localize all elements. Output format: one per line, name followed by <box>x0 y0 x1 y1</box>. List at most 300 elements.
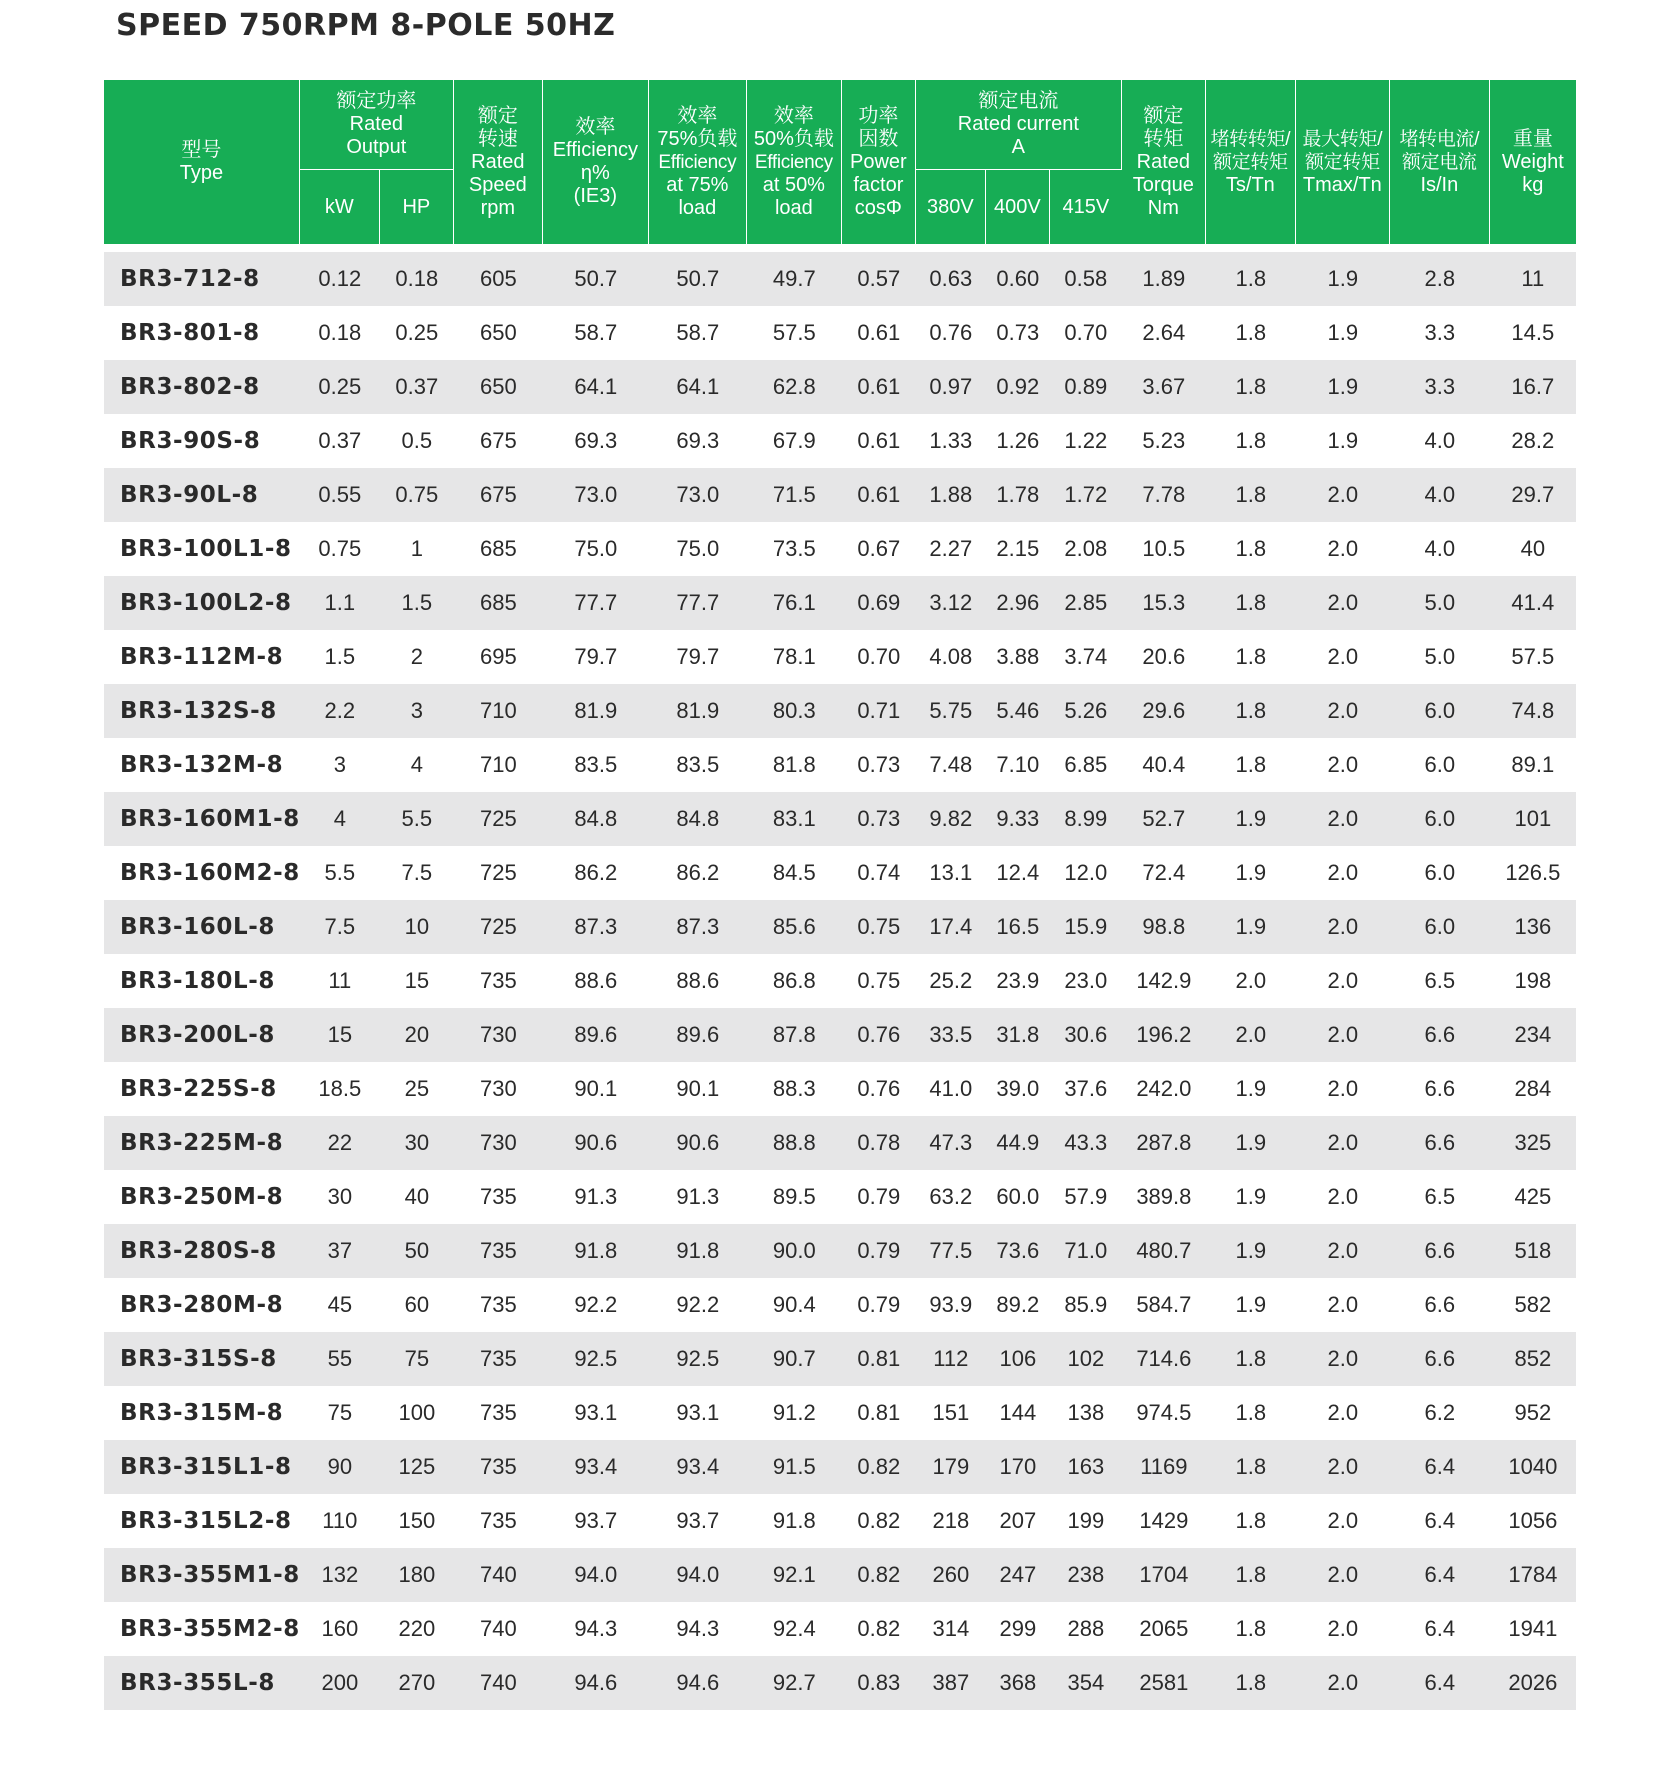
cell-output-hp: 3 <box>380 684 454 738</box>
cell-power-factor: 0.82 <box>857 1616 901 1641</box>
header-rated-speed: 额定 转速 Rated Speed rpm <box>454 80 543 244</box>
cell-tmax-tn: 2.0 <box>1296 684 1390 738</box>
cell-current-400v: 1.78 <box>986 468 1050 522</box>
table-row <box>104 630 1576 684</box>
cell-current-415v: 288 <box>1067 1616 1105 1641</box>
cell-output-kw: 0.12 <box>300 252 380 306</box>
cell-efficiency-75: 75.0 <box>676 536 720 561</box>
cell-ts-tn: 1.9 <box>1206 900 1296 954</box>
cell-rated-torque: 1169 <box>1122 1440 1206 1494</box>
cell-rated-speed: 675 <box>454 468 543 522</box>
cell-efficiency: 86.2 <box>574 860 618 885</box>
cell-power-factor: 0.61 <box>857 320 901 345</box>
cell-is-in: 3.3 <box>1424 320 1456 345</box>
cell-output-kw: 75 <box>327 1400 353 1425</box>
cell-power-factor: 0.78 <box>842 1116 916 1170</box>
header-spacer <box>104 244 1576 252</box>
cell-ts-tn: 1.8 <box>1235 428 1267 453</box>
cell-output-hp: 7.5 <box>401 860 433 885</box>
cell-efficiency-50: 92.4 <box>772 1616 816 1641</box>
cell-model: BR3-280M-8 <box>120 1292 284 1318</box>
cell-current-400v: 0.60 <box>986 252 1050 306</box>
cell-model: BR3-90S-8 <box>120 428 261 454</box>
cell-power-factor: 0.61 <box>857 428 901 453</box>
cell-efficiency: 94.0 <box>543 1548 649 1602</box>
cell-current-415v: 102 <box>1050 1332 1122 1386</box>
header-weight: 重量 Weight kg <box>1490 80 1576 244</box>
cell-output-hp: 150 <box>398 1508 436 1533</box>
cell-model: BR3-160L-8 <box>104 900 300 954</box>
cell-current-415v: 71.0 <box>1050 1224 1122 1278</box>
cell-model: BR3-712-8 <box>104 252 300 306</box>
cell-current-415v: 6.85 <box>1064 752 1108 777</box>
cell-rated-speed: 710 <box>454 684 543 738</box>
cell-current-380v: 13.1 <box>929 860 973 885</box>
cell-output-kw: 2.2 <box>300 684 380 738</box>
cell-rated-speed: 735 <box>479 1400 517 1425</box>
cell-is-in: 6.4 <box>1390 1548 1490 1602</box>
cell-efficiency: 77.7 <box>543 576 649 630</box>
table-row <box>104 954 1576 1008</box>
cell-weight: 101 <box>1490 792 1576 846</box>
cell-rated-torque: 29.6 <box>1122 684 1206 738</box>
table-row <box>104 1494 1576 1548</box>
cell-current-415v: 1.22 <box>1064 428 1108 453</box>
cell-current-380v: 0.76 <box>929 320 973 345</box>
header-rated-torque: 额定 转矩 Rated Torque Nm <box>1122 80 1206 244</box>
cell-is-in: 5.0 <box>1424 644 1456 669</box>
cell-ts-tn: 1.8 <box>1206 576 1296 630</box>
cell-efficiency-50: 91.2 <box>772 1400 816 1425</box>
cell-current-380v: 33.5 <box>916 1008 986 1062</box>
cell-weight: 40 <box>1520 536 1546 561</box>
cell-efficiency: 88.6 <box>574 968 618 993</box>
cell-rated-speed: 735 <box>479 1508 517 1533</box>
cell-current-380v: 314 <box>932 1616 970 1641</box>
cell-current-400v: 207 <box>999 1508 1037 1533</box>
cell-current-415v: 199 <box>1067 1508 1105 1533</box>
cell-weight: 518 <box>1490 1224 1576 1278</box>
cell-weight: 28.2 <box>1511 428 1555 453</box>
cell-efficiency-50: 78.1 <box>772 644 816 669</box>
table-row <box>104 792 1576 846</box>
cell-rated-speed: 740 <box>454 1656 543 1710</box>
cell-weight: 425 <box>1514 1184 1552 1209</box>
cell-weight: 57.5 <box>1511 644 1555 669</box>
cell-weight: 1941 <box>1508 1616 1558 1641</box>
cell-efficiency-50: 85.6 <box>747 900 842 954</box>
spacer-cell <box>104 244 1576 252</box>
cell-is-in: 6.2 <box>1424 1400 1456 1425</box>
cell-power-factor: 0.79 <box>842 1224 916 1278</box>
cell-efficiency-50: 90.4 <box>772 1292 816 1317</box>
cell-tmax-tn: 1.9 <box>1296 252 1390 306</box>
cell-efficiency: 58.7 <box>574 320 618 345</box>
cell-efficiency-75: 69.3 <box>676 428 720 453</box>
cell-output-kw: 90 <box>300 1440 380 1494</box>
cell-is-in: 6.0 <box>1424 860 1456 885</box>
cell-current-380v: 9.82 <box>916 792 986 846</box>
cell-tmax-tn: 2.0 <box>1296 1224 1390 1278</box>
cell-rated-speed: 735 <box>454 1224 543 1278</box>
cell-output-hp: 270 <box>380 1656 454 1710</box>
cell-efficiency-75: 90.6 <box>649 1116 747 1170</box>
cell-rated-torque: 2581 <box>1122 1656 1206 1710</box>
cell-efficiency: 75.0 <box>574 536 618 561</box>
cell-efficiency: 50.7 <box>543 252 649 306</box>
cell-current-415v: 5.26 <box>1050 684 1122 738</box>
table-row <box>104 1602 1576 1656</box>
cell-current-380v: 151 <box>932 1400 970 1425</box>
cell-efficiency-75: 94.6 <box>649 1656 747 1710</box>
cell-rated-speed: 735 <box>479 1184 517 1209</box>
cell-output-kw: 15 <box>300 1008 380 1062</box>
cell-efficiency-50: 80.3 <box>747 684 842 738</box>
cell-current-400v: 39.0 <box>996 1076 1040 1101</box>
cell-weight: 234 <box>1490 1008 1576 1062</box>
cell-ts-tn: 1.9 <box>1235 860 1267 885</box>
cell-model: BR3-132S-8 <box>104 684 300 738</box>
cell-tmax-tn: 2.0 <box>1327 1076 1359 1101</box>
cell-efficiency: 73.0 <box>543 468 649 522</box>
cell-output-kw: 0.37 <box>318 428 362 453</box>
cell-model: BR3-90L-8 <box>104 468 300 522</box>
cell-tmax-tn: 2.0 <box>1296 1656 1390 1710</box>
cell-current-415v: 23.0 <box>1064 968 1108 993</box>
cell-current-400v: 0.73 <box>996 320 1040 345</box>
cell-current-380v: 112 <box>916 1332 986 1386</box>
cell-power-factor: 0.71 <box>842 684 916 738</box>
cell-efficiency-75: 91.3 <box>676 1184 720 1209</box>
cell-efficiency: 89.6 <box>543 1008 649 1062</box>
cell-current-415v: 2.08 <box>1064 536 1108 561</box>
cell-ts-tn: 1.8 <box>1235 644 1267 669</box>
cell-rated-torque: 1.89 <box>1122 252 1206 306</box>
header-rated-current: 额定电流 Rated current A <box>916 80 1122 170</box>
cell-output-kw: 5.5 <box>324 860 356 885</box>
cell-rated-torque: 7.78 <box>1122 468 1206 522</box>
cell-ts-tn: 1.8 <box>1235 752 1267 777</box>
cell-efficiency: 91.8 <box>543 1224 649 1278</box>
cell-current-380v: 63.2 <box>929 1184 973 1209</box>
cell-tmax-tn: 2.0 <box>1296 900 1390 954</box>
cell-efficiency: 93.1 <box>574 1400 618 1425</box>
cell-is-in: 6.4 <box>1424 1616 1456 1641</box>
cell-rated-torque: 389.8 <box>1136 1184 1192 1209</box>
cell-ts-tn: 1.8 <box>1206 1548 1296 1602</box>
cell-efficiency-75: 58.7 <box>676 320 720 345</box>
cell-tmax-tn: 2.0 <box>1327 1400 1359 1425</box>
cell-is-in: 6.5 <box>1424 968 1456 993</box>
cell-efficiency-75: 64.1 <box>649 360 747 414</box>
cell-current-400v: 170 <box>986 1440 1050 1494</box>
cell-current-400v: 89.2 <box>996 1292 1040 1317</box>
cell-efficiency: 87.3 <box>543 900 649 954</box>
cell-efficiency-50: 92.1 <box>747 1548 842 1602</box>
header-415v: 415V <box>1050 170 1122 244</box>
cell-efficiency-50: 49.7 <box>747 252 842 306</box>
cell-power-factor: 0.61 <box>842 468 916 522</box>
cell-output-hp: 0.18 <box>380 252 454 306</box>
cell-current-380v: 387 <box>916 1656 986 1710</box>
cell-weight: 89.1 <box>1511 752 1555 777</box>
cell-ts-tn: 1.9 <box>1235 1292 1267 1317</box>
cell-output-kw: 11 <box>328 968 352 993</box>
table-row <box>104 1008 1576 1062</box>
cell-output-hp: 2 <box>410 644 423 669</box>
cell-current-415v: 0.89 <box>1050 360 1122 414</box>
cell-current-380v: 1.33 <box>929 428 973 453</box>
table-row <box>104 900 1576 954</box>
cell-current-380v: 218 <box>932 1508 970 1533</box>
cell-tmax-tn: 1.9 <box>1296 360 1390 414</box>
cell-rated-torque: 20.6 <box>1142 644 1186 669</box>
cell-power-factor: 0.70 <box>857 644 901 669</box>
cell-rated-speed: 730 <box>454 1116 543 1170</box>
cell-current-380v: 7.48 <box>929 752 973 777</box>
cell-current-400v: 106 <box>986 1332 1050 1386</box>
cell-is-in: 6.6 <box>1424 1076 1456 1101</box>
cell-power-factor: 0.67 <box>857 536 901 561</box>
cell-rated-speed: 735 <box>454 1332 543 1386</box>
cell-efficiency-75: 86.2 <box>676 860 720 885</box>
header-type: 型号 Type <box>104 80 300 244</box>
cell-current-380v: 260 <box>916 1548 986 1602</box>
cell-efficiency-75: 94.0 <box>649 1548 747 1602</box>
cell-model: BR3-225M-8 <box>104 1116 300 1170</box>
header-efficiency-75: 效率 75%负载 Efficiency at 75% load <box>649 80 747 244</box>
cell-model: BR3-801-8 <box>120 320 260 346</box>
cell-current-400v: 23.9 <box>996 968 1040 993</box>
cell-power-factor: 0.82 <box>842 1440 916 1494</box>
cell-power-factor: 0.82 <box>857 1508 901 1533</box>
cell-output-kw: 45 <box>327 1292 353 1317</box>
cell-power-factor: 0.83 <box>842 1656 916 1710</box>
cell-output-kw: 0.25 <box>300 360 380 414</box>
cell-output-hp: 60 <box>404 1292 430 1317</box>
cell-current-415v: 12.0 <box>1064 860 1108 885</box>
cell-rated-torque: 1704 <box>1122 1548 1206 1602</box>
table-row <box>104 1386 1576 1440</box>
cell-current-400v: 368 <box>986 1656 1050 1710</box>
cell-efficiency-75: 92.2 <box>676 1292 720 1317</box>
cell-model: BR3-160M2-8 <box>120 860 300 886</box>
cell-output-kw: 132 <box>300 1548 380 1602</box>
cell-efficiency-50: 73.5 <box>772 536 816 561</box>
cell-tmax-tn: 2.0 <box>1327 536 1359 561</box>
table-row <box>104 1116 1576 1170</box>
header-efficiency: 效率 Efficiency η% (IE3) <box>543 80 649 244</box>
cell-rated-speed: 605 <box>454 252 543 306</box>
cell-current-380v: 25.2 <box>929 968 973 993</box>
cell-efficiency-75: 81.9 <box>649 684 747 738</box>
table-row <box>104 522 1576 576</box>
cell-current-415v: 15.9 <box>1050 900 1122 954</box>
page-title: SPEED 750RPM 8-POLE 50HZ <box>116 8 616 43</box>
cell-model: BR3-802-8 <box>104 360 300 414</box>
cell-model: BR3-180L-8 <box>120 968 276 994</box>
cell-efficiency-75: 90.1 <box>676 1076 720 1101</box>
cell-model: BR3-280S-8 <box>104 1224 300 1278</box>
cell-weight: 41.4 <box>1490 576 1576 630</box>
table-row <box>104 684 1576 738</box>
cell-power-factor: 0.75 <box>857 968 901 993</box>
cell-current-415v: 1.72 <box>1050 468 1122 522</box>
cell-rated-torque: 242.0 <box>1136 1076 1192 1101</box>
cell-model: BR3-315L1-8 <box>104 1440 300 1494</box>
cell-ts-tn: 1.9 <box>1235 1184 1267 1209</box>
cell-tmax-tn: 2.0 <box>1327 752 1359 777</box>
header-ts-tn: 堵转转矩/ 额定转矩 Ts/Tn <box>1206 80 1296 244</box>
cell-output-hp: 25 <box>404 1076 430 1101</box>
cell-efficiency-75: 92.5 <box>649 1332 747 1386</box>
cell-efficiency-50: 89.5 <box>772 1184 816 1209</box>
cell-efficiency-50: 91.8 <box>772 1508 816 1533</box>
cell-ts-tn: 2.0 <box>1206 1008 1296 1062</box>
cell-output-hp: 15 <box>404 968 430 993</box>
table-row <box>104 1548 1576 1602</box>
cell-model: BR3-100L1-8 <box>120 536 292 562</box>
cell-current-400v: 44.9 <box>986 1116 1050 1170</box>
cell-output-kw: 110 <box>322 1508 358 1533</box>
cell-is-in: 3.3 <box>1390 360 1490 414</box>
cell-tmax-tn: 2.0 <box>1296 1548 1390 1602</box>
cell-efficiency: 93.4 <box>543 1440 649 1494</box>
cell-current-415v: 57.9 <box>1064 1184 1108 1209</box>
cell-current-380v: 3.12 <box>916 576 986 630</box>
cell-current-400v: 144 <box>999 1400 1037 1425</box>
cell-current-400v: 60.0 <box>996 1184 1040 1209</box>
motor-spec-table <box>104 80 1576 1710</box>
cell-is-in: 6.0 <box>1424 752 1456 777</box>
cell-rated-speed: 740 <box>454 1548 543 1602</box>
cell-model: BR3-355M1-8 <box>104 1548 300 1602</box>
cell-is-in: 6.4 <box>1424 1508 1456 1533</box>
cell-output-kw: 4 <box>300 792 380 846</box>
cell-efficiency: 83.5 <box>574 752 618 777</box>
cell-output-kw: 0.75 <box>318 536 362 561</box>
cell-power-factor: 0.79 <box>857 1184 901 1209</box>
cell-rated-torque: 5.23 <box>1142 428 1186 453</box>
cell-output-kw: 0.18 <box>318 320 362 345</box>
cell-output-hp: 20 <box>380 1008 454 1062</box>
cell-efficiency: 81.9 <box>543 684 649 738</box>
cell-efficiency: 69.3 <box>574 428 618 453</box>
cell-model: BR3-112M-8 <box>120 644 284 670</box>
cell-output-hp: 180 <box>380 1548 454 1602</box>
table-row <box>104 306 1576 360</box>
cell-tmax-tn: 2.0 <box>1296 1116 1390 1170</box>
cell-weight: 852 <box>1490 1332 1576 1386</box>
cell-is-in: 5.0 <box>1390 576 1490 630</box>
cell-is-in: 6.6 <box>1390 1224 1490 1278</box>
cell-current-415v: 37.6 <box>1064 1076 1108 1101</box>
header-tmax-tn: 最大转矩/ 额定转矩 Tmax/Tn <box>1296 80 1390 244</box>
table-body <box>104 244 1576 1710</box>
cell-output-hp: 4 <box>410 752 423 777</box>
cell-rated-speed: 675 <box>479 428 517 453</box>
cell-ts-tn: 1.8 <box>1206 1440 1296 1494</box>
cell-rated-speed: 730 <box>479 1076 517 1101</box>
cell-rated-speed: 730 <box>454 1008 543 1062</box>
cell-current-400v: 1.26 <box>996 428 1040 453</box>
cell-efficiency-75: 83.5 <box>676 752 720 777</box>
cell-current-400v: 5.46 <box>986 684 1050 738</box>
cell-current-380v: 17.4 <box>916 900 986 954</box>
cell-ts-tn: 2.0 <box>1235 968 1267 993</box>
cell-rated-speed: 740 <box>479 1616 517 1641</box>
cell-rated-speed: 710 <box>479 752 517 777</box>
cell-weight: 1056 <box>1508 1508 1558 1533</box>
cell-rated-speed: 685 <box>479 536 517 561</box>
cell-current-415v: 163 <box>1050 1440 1122 1494</box>
cell-ts-tn: 1.9 <box>1206 792 1296 846</box>
cell-model: BR3-250M-8 <box>120 1184 284 1210</box>
cell-ts-tn: 1.8 <box>1206 468 1296 522</box>
table-row <box>104 576 1576 630</box>
cell-rated-torque: 15.3 <box>1122 576 1206 630</box>
cell-is-in: 6.6 <box>1390 1008 1490 1062</box>
table-row <box>104 738 1576 792</box>
cell-current-415v: 354 <box>1050 1656 1122 1710</box>
cell-current-380v: 0.97 <box>916 360 986 414</box>
cell-rated-speed: 695 <box>479 644 517 669</box>
cell-efficiency-75: 77.7 <box>649 576 747 630</box>
cell-weight: 1784 <box>1490 1548 1576 1602</box>
cell-rated-torque: 584.7 <box>1136 1292 1192 1317</box>
cell-tmax-tn: 2.0 <box>1296 1440 1390 1494</box>
cell-tmax-tn: 2.0 <box>1296 576 1390 630</box>
cell-rated-speed: 735 <box>479 968 517 993</box>
cell-power-factor: 0.57 <box>842 252 916 306</box>
cell-ts-tn: 1.8 <box>1206 1656 1296 1710</box>
table-header <box>104 80 1576 244</box>
cell-is-in: 6.0 <box>1390 684 1490 738</box>
cell-tmax-tn: 2.0 <box>1296 468 1390 522</box>
cell-current-400v: 299 <box>999 1616 1037 1641</box>
cell-ts-tn: 1.8 <box>1206 1332 1296 1386</box>
cell-model: BR3-100L2-8 <box>104 576 300 630</box>
cell-output-hp: 1 <box>410 536 423 561</box>
cell-power-factor: 0.69 <box>842 576 916 630</box>
cell-rated-torque: 40.4 <box>1142 752 1186 777</box>
cell-rated-torque: 1429 <box>1139 1508 1189 1533</box>
cell-tmax-tn: 1.9 <box>1327 428 1359 453</box>
cell-model: BR3-315M-8 <box>120 1400 284 1426</box>
cell-rated-speed: 650 <box>479 320 517 345</box>
cell-model: BR3-315S-8 <box>104 1332 300 1386</box>
cell-efficiency-50: 84.5 <box>772 860 816 885</box>
cell-efficiency: 79.7 <box>574 644 618 669</box>
cell-model: BR3-225S-8 <box>120 1076 277 1102</box>
cell-efficiency: 64.1 <box>543 360 649 414</box>
cell-output-kw: 18.5 <box>318 1076 362 1101</box>
cell-current-415v: 85.9 <box>1064 1292 1108 1317</box>
cell-tmax-tn: 2.0 <box>1296 1332 1390 1386</box>
table-row <box>104 468 1576 522</box>
cell-model: BR3-315L2-8 <box>120 1508 292 1534</box>
cell-rated-torque: 3.67 <box>1122 360 1206 414</box>
cell-rated-torque: 974.5 <box>1136 1400 1192 1425</box>
cell-ts-tn: 1.8 <box>1206 252 1296 306</box>
cell-efficiency-75: 94.3 <box>676 1616 720 1641</box>
cell-model: BR3-355M2-8 <box>120 1616 300 1642</box>
cell-weight: 11 <box>1490 252 1576 306</box>
cell-is-in: 6.4 <box>1390 1440 1490 1494</box>
cell-efficiency-75: 84.8 <box>649 792 747 846</box>
cell-current-400v: 247 <box>986 1548 1050 1602</box>
cell-output-hp: 0.37 <box>380 360 454 414</box>
